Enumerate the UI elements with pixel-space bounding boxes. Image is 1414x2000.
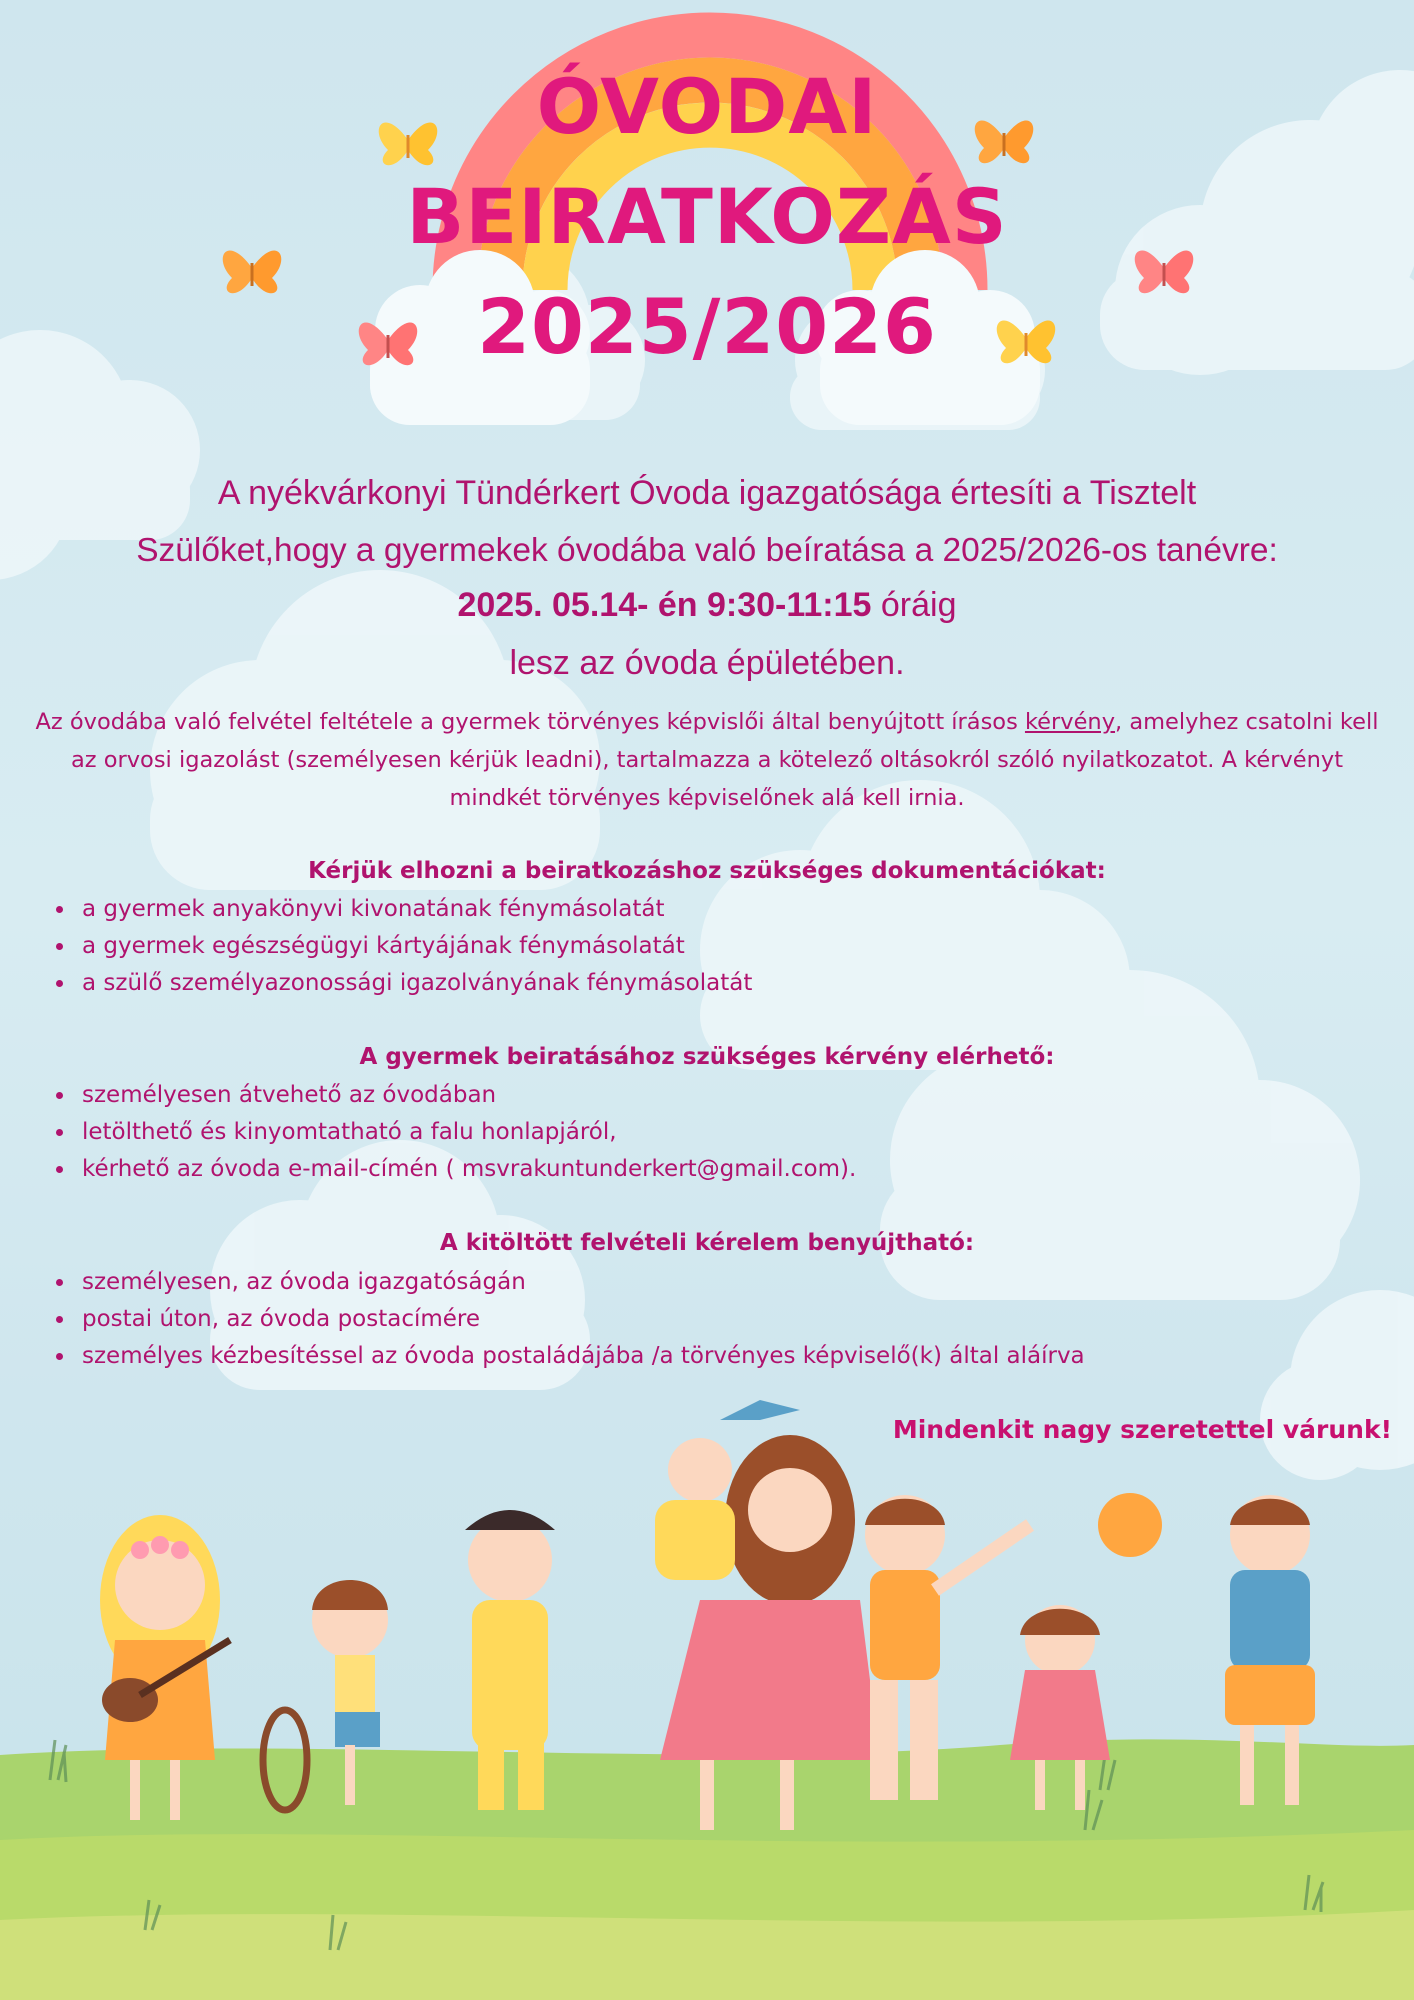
intro-line-1: A nyékvárkonyi Tündérkert Óvoda igazgatósága értesíti a Tisztelt bbox=[217, 474, 1197, 512]
request-form-heading: A gyermek beiratásához szükséges kérvény elérhető: bbox=[359, 1044, 1055, 1070]
submission-heading: A kitöltött felvételi kérelem benyújtható: bbox=[439, 1230, 975, 1256]
request-link[interactable]: kérvény bbox=[1024, 709, 1116, 735]
intro-line-4: lesz az óvoda épületében. bbox=[509, 644, 905, 682]
ball-icon bbox=[1098, 1493, 1162, 1557]
page-title-line-3: 2025/2026 bbox=[477, 282, 937, 371]
page-title-line-2: BEIRATKOZÁS bbox=[406, 172, 1008, 261]
intro-date-line bbox=[0, 586, 1414, 625]
conditions-paragraph bbox=[30, 703, 1384, 817]
intro-line-2: Szülőket,hogy a gyermekek óvodába való beíratása a 2025/2026-os tanévre: bbox=[136, 532, 1278, 569]
list-item: • személyesen, az óvoda igazgatóságán bbox=[76, 1264, 1376, 1301]
conditions-text-1: Az óvodába való felvétel feltétele a gyermek törvényes képvislői által benyújtott írásos bbox=[35, 709, 1025, 735]
list-item: • a gyermek egészségügyi kártyájának fénymásolatát bbox=[76, 928, 1376, 965]
list-item: • a szülő személyazonossági igazolványának fénymásolatát bbox=[76, 965, 1376, 1002]
submission-list bbox=[46, 1264, 1376, 1375]
list-item: • személyesen átvehető az óvodában bbox=[76, 1077, 1376, 1114]
intro-date-rest: óráig bbox=[871, 586, 957, 624]
list-item: • személyes kézbesítéssel az óvoda postaládájába /a törvényes képviselő(k) által aláírva bbox=[76, 1338, 1376, 1375]
list-item: • postai úton, az óvoda postacímére bbox=[76, 1301, 1376, 1338]
closing-text: Mindenkit nagy szeretettel várunk! bbox=[892, 1415, 1392, 1444]
documents-list bbox=[46, 891, 1376, 1002]
intro-date: 2025. 05.14- én 9:30-11:15 bbox=[457, 586, 872, 624]
request-form-list bbox=[46, 1077, 1376, 1188]
page-title-line-1: ÓVODAI bbox=[536, 62, 878, 151]
conditions-text-2: , amelyhez csatolni kell az orvosi igazolást (személyesen kérjük leadni), tartalmazza a kötelező oltásokról szóló nyilatkozatot. A kérvényt mindkét törvényes képviselőnek alá kell irnia. bbox=[70, 709, 1379, 811]
list-item: • a gyermek anyakönyvi kivonatának fénymásolatát bbox=[76, 891, 1376, 928]
list-item: • letölthető és kinyomtatható a falu honlapjáról, bbox=[76, 1114, 1376, 1151]
documents-heading: Kérjük elhozni a beiratkozáshoz szükséges dokumentációkat: bbox=[308, 858, 1106, 884]
list-item: • kérhető az óvoda e-mail-címén ( msvrakuntunderkert@gmail.com). bbox=[76, 1151, 1376, 1188]
